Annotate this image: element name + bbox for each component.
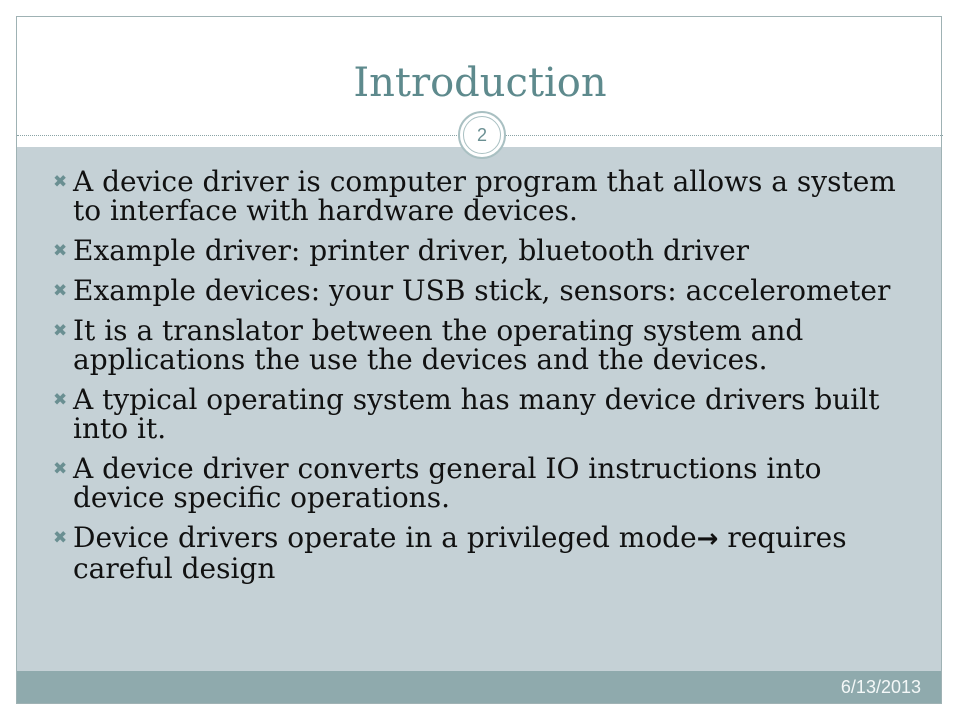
slide: [16, 16, 942, 704]
bullet-item: [17, 236, 917, 265]
x-bullet-icon: ✖: [53, 172, 68, 192]
bullet-text: Example devices: your USB stick, sensors: accelerometer: [73, 274, 891, 307]
bullet-text: A device driver converts general IO instructions into device specific operations.: [73, 452, 822, 514]
bullet-text: A typical operating system has many device drivers built into it.: [73, 383, 880, 445]
bullet-text-before-arrow: Device drivers operate in a privileged mode: [73, 521, 697, 554]
bullet-item: [17, 167, 917, 225]
bullet-item: [17, 523, 917, 583]
slide-date: 6/13/2013: [840, 677, 921, 697]
bullet-list: [17, 167, 917, 594]
bullet-item: [17, 454, 917, 512]
footer-bar: [17, 671, 941, 703]
bullet-text: Example driver: printer driver, bluetooth driver: [73, 234, 750, 267]
slide-title: Introduction: [353, 60, 607, 106]
x-bullet-icon: ✖: [53, 459, 68, 479]
bullet-item: [17, 385, 917, 443]
x-bullet-icon: ✖: [53, 390, 68, 410]
x-bullet-icon: ✖: [53, 321, 68, 341]
bullet-item: [17, 316, 917, 374]
bullet-text: A device driver is computer program that allows a system to interface with hardware devices.: [73, 165, 896, 227]
x-bullet-icon: ✖: [53, 528, 68, 548]
page-number-badge: 2: [458, 111, 506, 159]
bullet-text: It is a translator between the operating system and applications the use the devices and the devices.: [73, 314, 804, 376]
right-arrow-icon: →: [696, 524, 719, 554]
bullet-item: [17, 276, 917, 305]
x-bullet-icon: ✖: [53, 241, 68, 261]
bullet-text-after-arrow: requires careful design: [73, 521, 847, 585]
x-bullet-icon: ✖: [53, 281, 68, 301]
